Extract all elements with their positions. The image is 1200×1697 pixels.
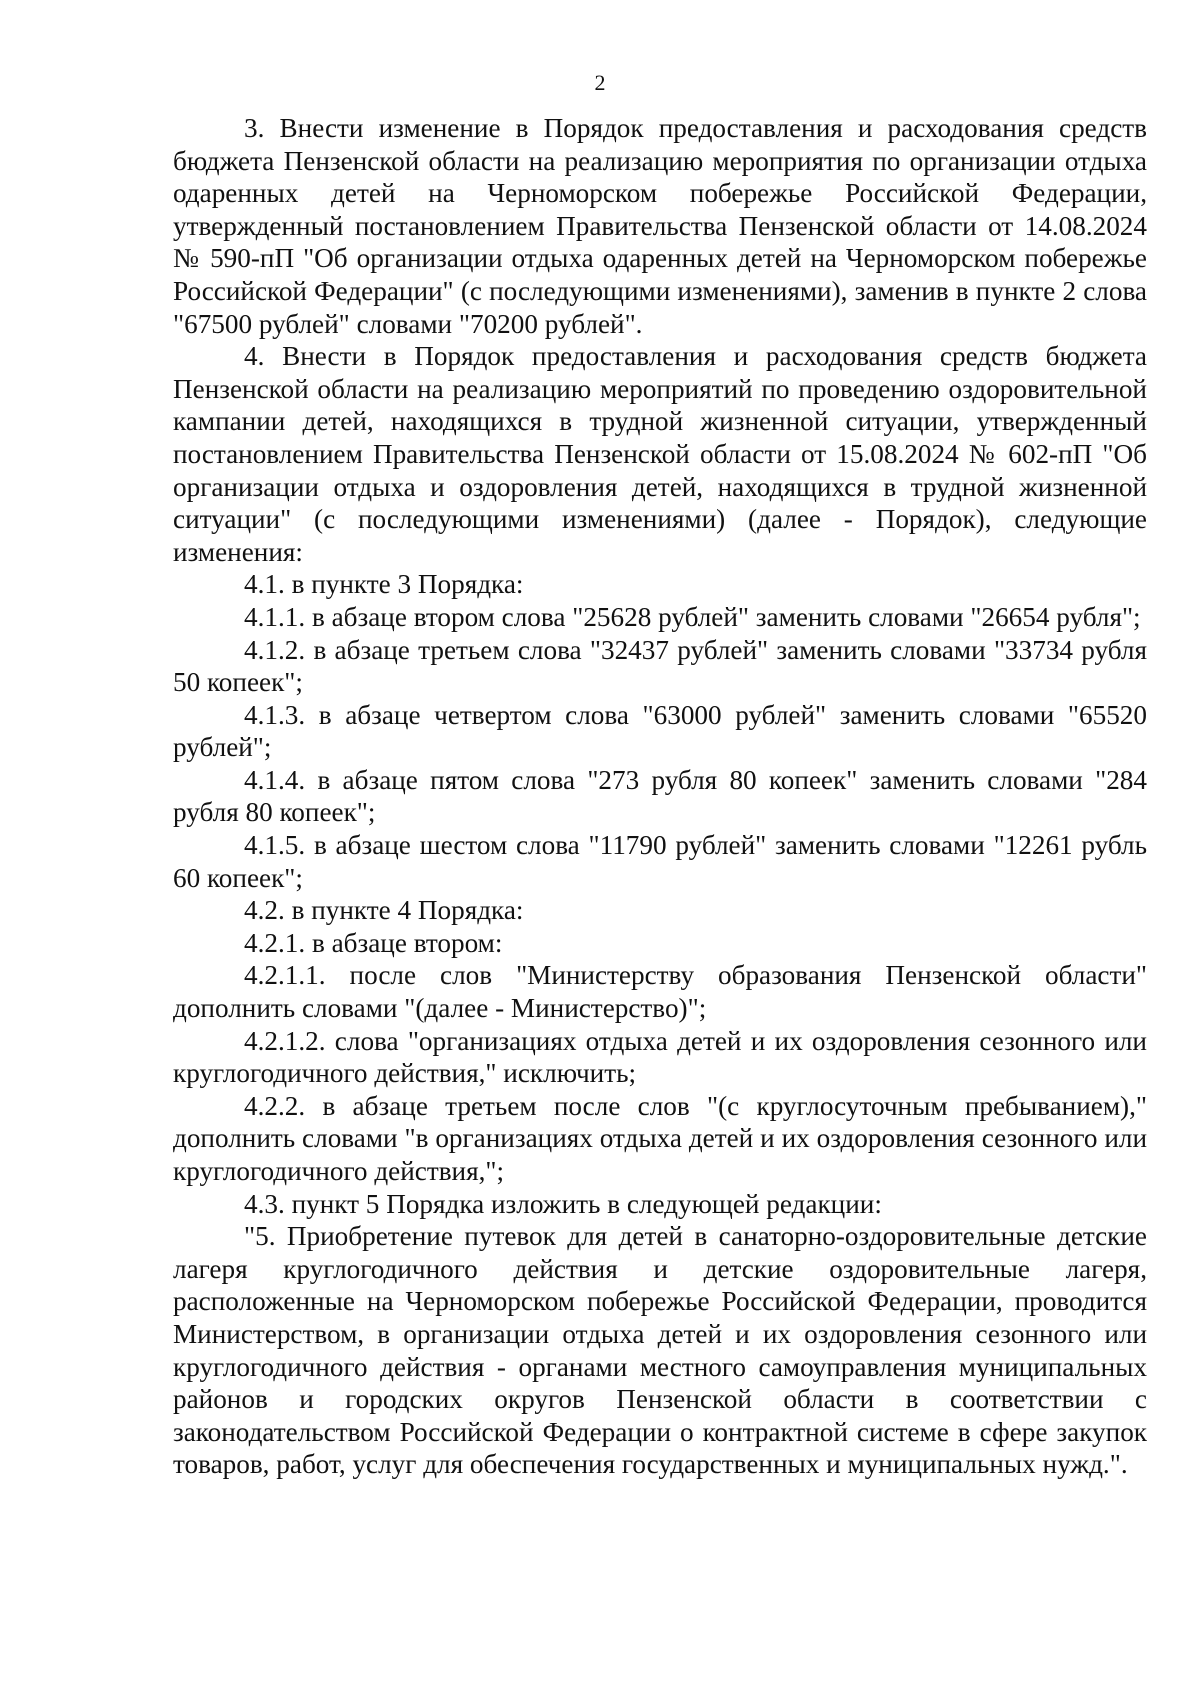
paragraph-item-4-2-1-1: 4.2.1.1. после слов "Министерству образования Пензенской области" дополнить словами "(далее - Министерство)"; [173,960,1147,1024]
paragraph-item-4-2-2: 4.2.2. в абзаце третьем после слов "(с круглосуточным пребыванием)," дополнить словами "в организациях отдыха детей и их оздоровления сезонного или круглогодичного действия,"; [173,1090,1147,1186]
paragraph-item-3: 3. Внести изменение в Порядок предоставления и расходования средств бюджета Пензенской области на реализацию мероприятия по организации отдыха одаренных детей на Черноморском побережье Российской Федерации, утвержденный постановлением Правительства Пензенской области от 14.08.2024 № 590-пП "Об организации отдыха одаренных детей на Черноморском побережье Российской Федерации" (с последующими изменениями), заменив в пункте 2 слова "67500 рублей" словами "70200 рублей". [173,113,1147,339]
paragraph-item-4-1-3: 4.1.3. в абзаце четвертом слова "63000 рублей" заменить словами "65520 рублей"; [173,699,1147,763]
page-number: 2 [594,70,606,95]
document-body [173,112,1147,1481]
paragraph-item-4-1-5: 4.1.5. в абзаце шестом слова "11790 рублей" заменить словами "12261 рубль 60 копеек"; [173,830,1147,893]
paragraph-item-4-2-1: 4.2.1. в абзаце втором: [244,927,503,958]
paragraph-item-4-3: 4.3. пункт 5 Порядка изложить в следующей редакции: [244,1188,882,1219]
paragraph-item-4-2: 4.2. в пункте 4 Порядка: [244,895,524,926]
paragraph-quoted-item-5: "5. Приобретение путевок для детей в санаторно-оздоровительные детские лагеря круглогодичного действия и детские оздоровительные лагеря, расположенные на Черноморском побережье Российской Федерации, проводится Министерством, в организации отдыха детей и их оздоровления сезонного или круглогодичного действия - органами местного самоуправления муниципальных районов и городских округов Пензенской области в соответствии с законодательством Российской Федерации о контрактной системе в сфере закупок товаров, работ, услуг для обеспечения государственных и муниципальных нужд.". [173,1221,1147,1480]
paragraph-item-4-1-4: 4.1.4. в абзаце пятом слова "273 рубля 80 копеек" заменить словами "284 рубля 80 копеек"; [173,764,1147,828]
paragraph-item-4-1-2: 4.1.2. в абзаце третьем слова "32437 рублей" заменить словами "33734 рубля 50 копеек"; [173,634,1147,698]
paragraph-item-4-1-1: 4.1.1. в абзаце втором слова "25628 рублей" заменить словами "26654 рубля"; [244,601,1141,632]
paragraph-item-4-1: 4.1. в пункте 3 Порядка: [244,569,524,600]
paragraph-item-4-2-1-2: 4.2.1.2. слова "организациях отдыха детей и их оздоровления сезонного или круглогодичного действия," исключить; [173,1025,1147,1089]
paragraph-item-4: 4. Внести в Порядок предоставления и расходования средств бюджета Пензенской области на реализацию мероприятий по проведению оздоровительной кампании детей, находящихся в трудной жизненной ситуации, утвержденный постановлением Правительства Пензенской области от 15.08.2024 № 602-пП "Об организации отдыха и оздоровления детей, находящихся в трудной жизненной ситуации" (с последующими изменениями) (далее - Порядок), следующие изменения: [173,341,1147,567]
